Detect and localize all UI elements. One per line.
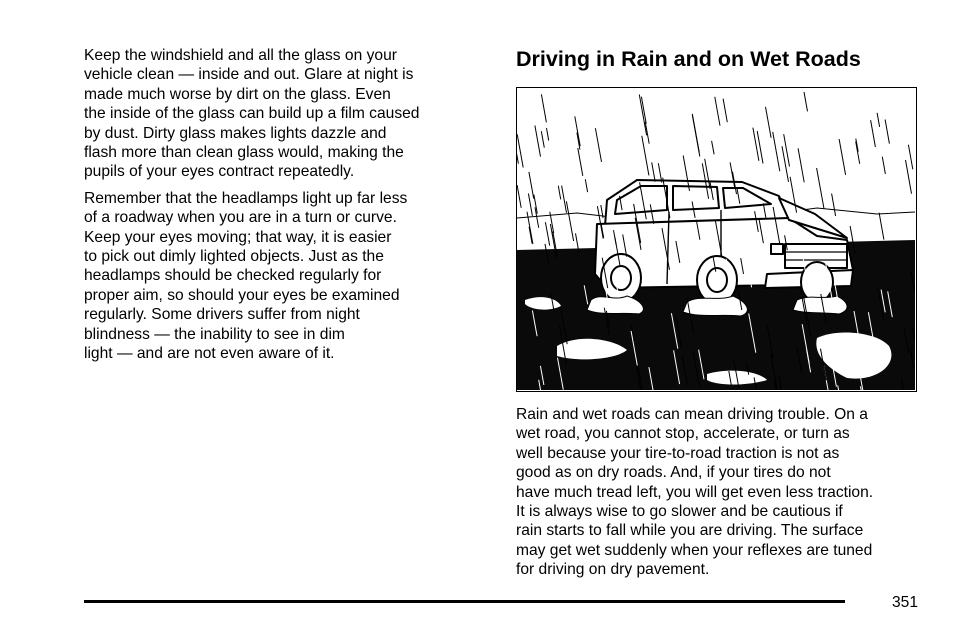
footer-rule [84, 600, 845, 603]
text-line: the inside of the glass can build up a film caused [84, 105, 420, 123]
right-column-body [516, 405, 926, 587]
text-line: It is always wise to go slower and be cautious if [516, 503, 843, 521]
left-column [84, 46, 479, 371]
text-line: Keep the windshield and all the glass on your [84, 47, 397, 64]
text-line: proper aim, so should your eyes be examined [84, 286, 400, 304]
text-line: made much worse by dirt on the glass. Even [84, 85, 391, 103]
paragraph-glass-clean [84, 46, 479, 182]
text-line: flash more than clean glass would, making the [84, 144, 404, 162]
text-line: vehicle clean — inside and out. Glare at night is [84, 66, 414, 84]
text-line: of a roadway when you are in a turn or curve. [84, 209, 397, 227]
page-number: 351 [891, 594, 918, 611]
text-line: Keep your eyes moving; that way, it is easier [84, 228, 392, 246]
text-line: may get wet suddenly when your reflexes are tuned [516, 541, 873, 559]
paragraph-wet-roads [516, 405, 926, 580]
text-line: light — and are not even aware of it. [84, 345, 335, 363]
text-line: blindness — the inability to see in dim [84, 325, 345, 343]
text-line: to pick out dimly lighted objects. Just as the [84, 248, 384, 266]
paragraph-headlamps [84, 189, 479, 364]
rain-driving-illustration [516, 87, 917, 392]
text-line: good as on dry roads. And, if your tires do not [516, 464, 831, 482]
right-column-header [516, 46, 918, 72]
text-line: rain starts to fall while you are driving. The surface [516, 522, 864, 540]
text-line: wet road, you cannot stop, accelerate, or turn as [516, 425, 850, 443]
text-line: have much tread left, you will get even less traction. [516, 483, 874, 501]
text-line: regularly. Some drivers suffer from night [84, 306, 360, 324]
text-line: pupils of your eyes contract repeatedly. [84, 163, 355, 181]
text-line: by dust. Dirty glass makes lights dazzle and [84, 124, 387, 142]
text-line: well because your tire-to-road traction is not as [516, 444, 840, 462]
text-line: Remember that the headlamps light up far less [84, 189, 408, 207]
text-line: headlamps should be checked regularly for [84, 267, 382, 285]
section-heading: Driving in Rain and on Wet Roads [516, 47, 861, 71]
text-line: for driving on dry pavement. [516, 561, 710, 579]
text-line: Rain and wet roads can mean driving trouble. On a [516, 406, 868, 423]
rain-illustration-svg [517, 88, 915, 390]
